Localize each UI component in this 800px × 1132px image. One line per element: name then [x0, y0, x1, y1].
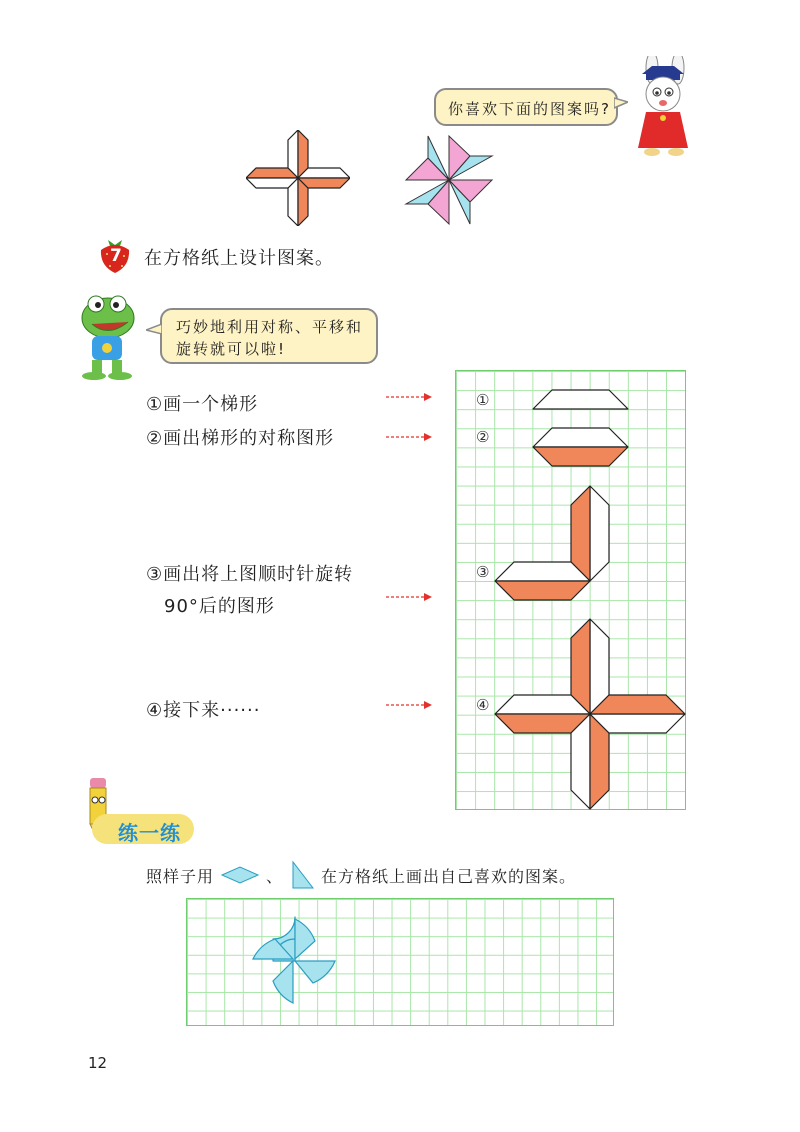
step-4-text: ④接下来······ — [146, 700, 261, 721]
design-grid-paper — [455, 370, 686, 810]
triangle-shape-icon — [289, 860, 315, 890]
frog-bubble-line1: 巧妙地利用对称、平移和 — [176, 318, 364, 336]
grid-label-4: ④ — [476, 696, 490, 714]
instruction-separator: 、 — [266, 866, 284, 886]
step-1-arrow — [386, 392, 432, 402]
grid-label-3: ③ — [476, 563, 490, 581]
strawberry-icon — [98, 236, 132, 274]
frog-bubble-line2: 旋转就可以啦! — [176, 340, 287, 358]
instruction-before: 照样子用 — [146, 866, 215, 886]
frog-speech-bubble — [160, 308, 378, 364]
practice-badge-label: 练一练 — [118, 821, 181, 845]
step-2-text: ②画出梯形的对称图形 — [146, 428, 335, 449]
frog-illustration — [78, 290, 138, 380]
orange-pinwheel-pattern — [246, 130, 350, 226]
practice-badge — [78, 812, 196, 846]
rabbit-illustration — [622, 56, 704, 156]
rabbit-bubble-tail — [614, 96, 628, 110]
grid-label-2: ② — [476, 428, 490, 446]
step-3-arrow — [386, 592, 432, 602]
grid-label-1: ① — [476, 391, 490, 409]
colorful-pinwheel-pattern — [400, 134, 498, 226]
step-3-text: ③画出将上图顺时针旋转 — [146, 564, 354, 585]
task-title: 在方格纸上设计图案。 — [144, 248, 334, 269]
page-number: 12 — [88, 1054, 108, 1072]
step-4-arrow — [386, 700, 432, 710]
grid-shapes — [456, 371, 687, 811]
task-number: 7 — [110, 246, 122, 266]
step-1-text: ①画一个梯形 — [146, 394, 259, 415]
instruction-after: 在方格纸上画出自己喜欢的图案。 — [321, 866, 577, 886]
frog-bubble-tail — [146, 322, 162, 336]
practice-grid-paper — [186, 898, 614, 1026]
step-2-arrow — [386, 432, 432, 442]
practice-instruction — [146, 860, 576, 890]
rhombus-shape-icon — [220, 865, 260, 885]
step-3-text-cont: 90°后的图形 — [164, 596, 275, 617]
rabbit-bubble-text: 你喜欢下面的图案吗? — [448, 100, 611, 118]
rabbit-speech-bubble — [434, 88, 618, 126]
cyan-pinwheel-example — [249, 915, 339, 1007]
